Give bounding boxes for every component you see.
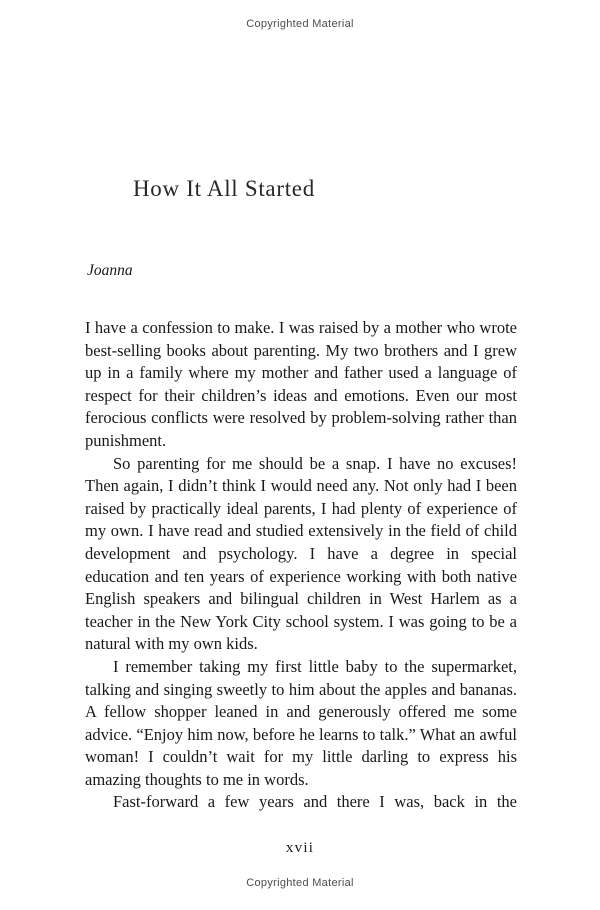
copyright-notice-top: Copyrighted Material [246,18,354,30]
paragraph: I have a confession to make. I was raised by a mother who wrote best-selling books about parenting. My two brothers and I grew up in a family where my mother and father used a language of respect for their children’s ideas and emotions. Even our most ferocious conflicts were resolved by problem-solving rather than punishment. [85,318,517,450]
paragraph: I remember taking my first little baby to the supermarket, talking and singing sweetly to him about the apples and bananas. A fellow shopper leaned in and generously offered me some advice. “Enjoy him now, before he learns to talk.” What an awful woman! I couldn’t wait for my little darling to express his amazing thoughts to me in words. [85,656,517,789]
chapter-title: How It All Started [133,176,315,201]
author-name: Joanna [87,262,133,279]
copyright-notice-bottom: Copyrighted Material [246,877,354,889]
page-number: xvii [285,840,315,856]
paragraph: So parenting for me should be a snap. I have no excuses! Then again, I didn’t think I would need any. Not only had I been raised by practically ideal parents, I had plenty of experience of my own. I have read and studied extensively in the field of child development and psychology. I have a degree in special education and ten years of experience working with both native English speakers and bilingual children in West Harlem as a teacher in the New York City school system. I was going to be a natural with my own kids. [85,453,517,654]
body-text [85,317,517,814]
paragraph: Fast-forward a few years and there I was, back in the [113,792,517,812]
